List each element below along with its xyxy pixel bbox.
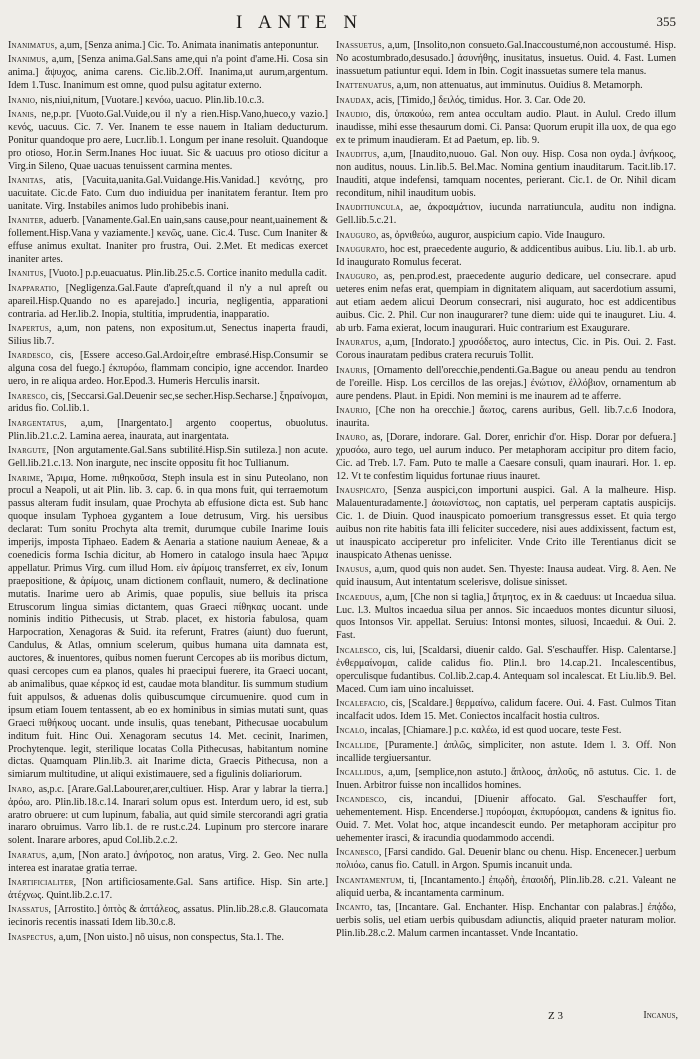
entry-definition: cis, [Scaldare.] θερμαίνω, calidum facere. Oui. 4. Fast. Culmos Titan incalfacit udos. Idem 15. Met. Coniectos incalfacit hostia cultros.: [336, 697, 676, 722]
entry-definition: cis, lui, [Scaldarsi, diuenir caldo. Gal. S'eschauffer. Hisp. Calentarse.] ἐνθερμαίνομαι, calide calidus fio. Plin.l. bro 14.cap.21. Incalescentibus, operculisque fudantibus. Col.lib.2.cap.4. Antequam sol incalescat. Et Liu.lib.9. Bel. Maced. Cum iam uino incaluisset.: [336, 644, 676, 695]
entry-headword: Incanesco,: [336, 847, 382, 859]
entry-headword: Inausus,: [336, 564, 372, 576]
entry-headword: Inardesco,: [8, 350, 54, 362]
dictionary-entry: [336, 902, 676, 941]
dictionary-entry: [336, 202, 676, 228]
entry-headword: Inauspicato,: [336, 485, 388, 497]
dictionary-entry: [8, 904, 328, 930]
entry-headword: Incallidus,: [336, 766, 384, 778]
entry-definition: hoc est, praecedente augurio, & addicentibus auibus. Liu. lib.1. ab urb. Id inaugurato Romulus fecerat.: [336, 244, 676, 268]
running-header: [0, 8, 700, 36]
entry-headword: Inapparatio,: [8, 282, 60, 294]
entry-headword: Inaugurato,: [336, 244, 388, 256]
entry-definition: [Vuoto.] p.p.euacuatus. Plin.lib.25.c.5. Cortice inanito medulla cadit.: [48, 268, 327, 280]
entry-definition: [Non argutamente.Gal.Sans subtilité.Hisp.Sin sutileza.] non acute. Gell.lib.21.c.13. Non inargute, nec inscite oppositu fit hoc Tullianum.: [8, 445, 328, 470]
entry-definition: a,um, [Inargentato.] argento coopertus, obuolutus. Plin.lib.21.c.2. Lamina aerea, inaurata, aut inargentata.: [8, 417, 329, 442]
entry-headword: Inaurio,: [336, 404, 371, 416]
dictionary-entry: [8, 473, 328, 783]
entry-definition: as, [Dorare, indorare. Gal. Dorer, enrichir d'or. Hisp. Dorar por defuera.] χρυσόω, auro tego, uel aurum induco. Per metaphoram accipitur pro ditem facio, Cic. ad Treb. l.7. Fam. Puto te malle a Caesare consuli, quam inaurari. Hor. 1. ep. 12. Vt te confestim liquidus fortunae riuus inauret.: [336, 432, 676, 482]
entry-headword: Incanto,: [336, 902, 373, 913]
dictionary-entry: [336, 847, 676, 873]
entry-definition: a,um, non attenuatus, aut imminutus. Ouidius 8. Metamorph.: [396, 80, 643, 92]
entry-definition: cis, [Essere acceso.Gal.Ardoir,eſtre embrasé.Hisp.Consumir se alguna cosa del fuego.] ἐκπυρόω, flammam concipio, igne accendor. Inardeo uero, in re aliqua ardeo. Hor.Epod.3. Humeris Herculis inarsit.: [8, 350, 328, 388]
dictionary-entry: [336, 564, 676, 590]
running-title: I ANTE N: [236, 12, 364, 33]
right-column: [336, 40, 676, 942]
entry-definition: a,um, [Senza anima.] Cic. To. Animata inanimatis anteponuntur.: [59, 40, 319, 51]
entry-headword: Inauditus,: [336, 149, 380, 161]
entry-definition: a,um, non patens, non expositum.ut, Senectus inaperta fraudi, Silius lib.7.: [8, 323, 328, 347]
entry-headword: Incalefacio,: [336, 697, 389, 709]
entry-definition: nis,niui,nitum, [Vuotare.] κενόω, uacuo. Plin.lib.10.c.3.: [40, 94, 265, 106]
entry-headword: Inaudax,: [336, 94, 374, 106]
dictionary-entry: [336, 95, 676, 108]
dictionary-entry: [336, 698, 676, 724]
entry-headword: Inauris,: [336, 364, 370, 376]
dictionary-entry: [8, 40, 328, 53]
entry-headword: Inaudio,: [336, 109, 372, 121]
entry-definition: as, pen.prod.est, praecedente augurio dedicare, uel consecrare. apud ueteres enim nefas erat, quempiam in dignitatem aliquam, aut sacerdotium assumi, aut etiam aedem alicui Deorum consecrari, nisi augurato, hoc est addicentibus auibus. Cic. 2. Phil. Cur non inaugurarer? tune diem: uide qui te inauguret. Liu. 4. ab urb. Fama exierat, locum inaugurari. Huic contrarium est Exaugurare.: [336, 271, 676, 335]
entry-headword: Inanio,: [8, 94, 38, 106]
entry-definition: a,um, [Non uisto.] nō uisus, non conspectus, Sta.1. The.: [58, 931, 284, 943]
dictionary-entry: [336, 109, 676, 148]
entry-definition: a,um, [Non arato.] ἀνήροτος, non aratus, Virg. 2. Geo. Nec nulla interea est inaratae gratia terrae.: [8, 849, 328, 874]
dictionary-entry: [336, 365, 676, 404]
dictionary-entry: [336, 337, 676, 363]
entry-headword: Inaro,: [8, 783, 35, 795]
dictionary-entry: [8, 877, 328, 903]
entry-headword: Inanis,: [8, 109, 37, 121]
dictionary-entry: [336, 794, 676, 846]
entry-headword: Incallide,: [336, 739, 379, 751]
entry-definition: aduerb. [Vanamente.Gal.En uain,sans cause,pour neant,uainement & follement.Hisp.Vana y vaziamente.] κενῶς, uane. Cic.4. Tusc. Cum Inaniter & effuse animus exultat. Inaniter pro frustra, Oui. 2.Met. Et medicas exercet inaniter artes.: [8, 215, 328, 265]
entry-definition: a,um, [semplice,non astuto.] ἄπλοος, ἁπλοῦς, nō astutus. Cic. 1. de Inuen. Arbitror fuisse non incallidos homines.: [336, 766, 677, 791]
entry-definition: Ἄριμα, Home. πιθηκοῦσα, Steph insula est in sinu Puteolano, non procul a Neapoli, ut ait Plin. lib. 3. cap. 6. in qua mons fuit, qui terraemotum passus alteram fudit insulam, quae Prochyta ab effusione dicta est. Sub hanc quoque insulam Typhoea gygantem a Ioue detrusum, Virg. his uersibus declarat: Tum sonitu Prochyta alta tremit, durumque cubile Inarime Iouis imperijs, imposta Tiphaeo. Eadem & Aenaria a statione nauium Aeneae, & a coenedicis forma Ischia dicitur, ab Homero in catalogo insula haec Ἄριμα appellatur. Primus Virg. cum illud Hom. εἰν ἀρίμοις transferret, ex εἰν, Ionum praepositione, & ἀρίμοις, unam dictionem conflauit, numero, & declinatione mutatis. Inarime uero ab Arimis, quae populis, siue belluis ita prisca Etruscorum lingua simias dictantem, quas Graeci πίθηκας uocant. unde nominis inditio Pithecusis, ut Strab. placet, ex historia fabulosa, quam Harpocration, Xenagoras & Suid. ita referunt, Fratres (aiunt) duo fuerunt, Candulus, & Atlas, omnium scelerum, quibus humana uita damnata est, auctores, & inuentores, quibus nomen fuerunt Cercopes ab iis moribus dictum, quasi cercopes cum ea planos, quales hi praecipui fuerere, ita Graeci uocant, ab animalibus, quae κέρκος id est, caudae mota blanditur. Iis summum studium fuit appulsos, & aduenas dolis quibuscumque circumuenire. quod cum in ipsum etiam Iouem tentassent, ab eo ex hominibus in simias mutati sunt, quas Graeci πιθήκους uocant. unde insulis, quas tenebant, Pithecusae uocabulum inditum fuit. Hinc Oui. Xenagoram secutus 14. Met. cecinit, Inarimen, Prochytenque. legit, sterilique locatas Colla Pithecusas, habitantum nomine dictas. Quamquam Plin.lib.3. ait Inarime dicta, Graecis Pithecusa, non a simiarum multitudine, ut aliqui existimauere, sed a figulinis doliariorum.: [8, 472, 328, 781]
dictionary-entry: [336, 432, 676, 484]
dictionary-entry: [8, 54, 328, 93]
entry-headword: Inattenuatus,: [336, 80, 395, 92]
dictionary-entry: [336, 645, 676, 697]
entry-definition: a,um, [Insolito,non consueto.Gal.Inaccoustumé,non accoustumé. Hisp. No acostumbrado,desusado.] ἀσυνήθης, inusitatus, insuetus. Ouid. 4. Fast. Lumen inassuetum patiuntur equi. Idem in Ibin. Cogit inassuetas sumere tela manus.: [336, 40, 676, 77]
entry-headword: Inassuetus,: [336, 40, 385, 51]
dictionary-entry: [8, 350, 328, 389]
entry-definition: a,um, [Indorato.] χρυσόδετος, auro intectus, Cic. in Pis. Oui. 2. Fast. Corous inauratam pedibus cratera recuruis Tollit.: [336, 337, 676, 362]
dictionary-entry: [336, 725, 676, 738]
dictionary-entry: [336, 740, 676, 766]
dictionary-entry: [8, 109, 328, 174]
dictionary-entry: [8, 850, 328, 876]
entry-headword: Inauro,: [336, 432, 369, 444]
dictionary-entry: [336, 80, 676, 93]
entry-definition: acis, [Timido,] δειλός, timidus. Hor. 3. Car. Ode 20.: [376, 94, 586, 106]
entry-headword: Inanitas,: [8, 175, 46, 187]
dictionary-entry: [336, 149, 676, 201]
dictionary-entry: [8, 391, 328, 417]
dictionary-entry: [8, 283, 328, 322]
entry-headword: Inaniter,: [8, 215, 47, 227]
dictionary-entry: [8, 445, 328, 471]
entry-headword: Incaeduus,: [336, 591, 382, 603]
entry-headword: Inauratus,: [336, 337, 382, 349]
entry-headword: Inargute,: [8, 445, 50, 457]
entry-headword: Inartificialiter,: [8, 877, 77, 889]
dictionary-entry: [336, 485, 676, 562]
entry-headword: Inapertus,: [8, 323, 52, 335]
catchword: Incanus,: [643, 1010, 678, 1021]
entry-headword: Inaspectus,: [8, 931, 57, 943]
dictionary-entry: [336, 875, 676, 901]
dictionary-entry: [8, 418, 328, 444]
left-column: [8, 40, 328, 946]
entry-definition: atis, [Vacuita,uanita.Gal.Vuidange.His.Vanidad.] κενότης, pro uacuitate. Cic.de Fato. Cum duo indiuidua per inanitatem ferantur. Item pro uanitate. Virg. Instabiles animos ludo prohibebis inani.: [8, 175, 328, 212]
entry-headword: Inassatus,: [8, 904, 52, 916]
entry-headword: Incalesco,: [336, 644, 381, 656]
dictionary-entry: [336, 230, 676, 243]
entry-definition: a,um, quod quis non audet. Sen. Thyeste: Inausa audeat. Virg. 8. Aen. Ne quid inausum, Aut intentatum scelerisve, dolisue sinisset.: [336, 564, 676, 589]
entry-definition: [Puramente.] ἀπλῶς, simpliciter, non astute. Idem l. 3. Off. Non incallide tergiuersantur.: [336, 739, 677, 764]
entry-headword: Inauguro,: [336, 271, 379, 283]
page-footer: [0, 1010, 700, 1030]
entry-definition: [Arrostito.] ὀπτὸς & ἀπτάλεος, assatus. Plin.lib.28.c.8. Glaucomata iecinoris recentis inassati Idem lib.30.c.8.: [8, 904, 328, 929]
dictionary-entry: [336, 767, 676, 793]
entry-headword: Inarime,: [8, 472, 44, 484]
entry-definition: a,um, [Che non si taglia,] ἄτμητος, ex in & caeduus: ut Incaedua silua. Luc. l.3. Multos incaedua silua per annos. Sic incaeduos montes dicuntur siluosi, quos Intonsos Vir. appellat. Seruius: Intonsi montes, siluosi, Incaedui. & Oui. 2. Fast.: [336, 591, 676, 642]
dictionary-entry: [8, 95, 328, 108]
entry-definition: [Ornamento dell'orecchie,pendenti.Ga.Bague ou aneau pendu au tendron de l'oreille. Hisp. Los cercillos de las orejas.] ἐνώτιον, ἐλλόβιον, ornamentum ab aure pendens. Plaut. in Epidi. Non memini is me inaurem ad te afferre.: [336, 364, 676, 402]
entry-headword: Inanimus,: [8, 54, 49, 66]
dictionary-entry: [8, 175, 328, 214]
entry-definition: as,p.c. [Arare.Gal.Labourer,arer,cultiuer. Hisp. Arar y labrar la tierra.] ἀρόω, aro. Plin.lib.18.c.14. Inarari solum opus est. Interdum uero, id est, sub aratro obruere: ut cum lupinum, fabalia, aut quid simile stercorandi agri gratia inararo obruimus. Varro lib.1. de re rust.c.24. Lupinum pro stercore inarare solent. Inarare arbores, apud Col.lib.2.c.2.: [8, 783, 328, 847]
entry-definition: [Negligenza.Gal.Faute d'apreſt,quand il n'y a nul apreſt ou apareil.Hisp.Quando no es aparejado.] incuria, negligentia, apparationi contraria. ad Her.lib.2. Inopia, stultitia, imprudentia, inapparatio.: [8, 282, 328, 320]
entry-headword: Inanitus,: [8, 268, 47, 280]
entry-definition: ae, ἀκροαμάτιον, iucunda narratiuncula, auditu non indigna. Gell.lib.5.c.21.: [336, 202, 676, 227]
dictionary-entry: [8, 215, 328, 267]
dictionary-entry: [336, 405, 676, 431]
entry-definition: [Non artificiosamente.Gal. Sans artifice. Hisp. Sin arte.] ἀτέχνως. Quint.lib.2.c.17.: [8, 877, 328, 901]
entry-definition: a,um, [Senza anima.Gal.Sans ame,qui n'a point d'ame.Hi. Cosa sin anima.] ἄψυχος, anima carens. Cic.lib.2.Off. Inanima,ut aurum,argentum. Idem 1.Tusc. Inanimum est omne, quod pulsu agitatur externo.: [8, 54, 328, 92]
entry-definition: as, ὀρνιθεύω, auguror, auspicium capio. Vide Inauguro.: [381, 229, 606, 241]
dictionary-entry: [8, 268, 328, 281]
dictionary-entry: [336, 244, 676, 270]
entry-definition: ne,p.pr. [Vuoto.Gal.Vuide,ou il n'y a rien.Hisp.Vano,hueco,y vazio.] κενός, uacuus. Cic. 7. Ver. Inanem te esse nauem in Italiam deducturum. Ponitur quandoque pro aere, Lucr.lib.1. Longum per inane resoluit. Quandoque pro otioso, Hor.in Serm.Inanes Hoc iuuat. Sic & uacuus pro otioso dicitur a Virg.in Sileno, Quae uacuas tenuissent carmina mentes.: [8, 109, 328, 172]
entry-definition: ti, [Incantamento.] ἐπῳδὴ, ἐπαοιδή, Plin.lib.28. c.21. Valeant ne aliquid uerba, & incantamenta carminum.: [336, 874, 676, 899]
page-number: 355: [656, 14, 676, 29]
entry-headword: Inauguro,: [336, 229, 379, 241]
entry-definition: [Senza auspici,con importuni auspici. Gal. A la malheure. Hisp. Malauenturadamente.] ἀοιωνίστως, non captatis, uel perperam captatis auspicijs. Cic. 1. de Diuin. Quod inauspicato pomoerium transgressus esset. Et quia tergo auibus non rite habitis fata illi feliciter succedere, nisi aues addixissent, factum est, ut inauspicato acciperetur pro infeliciter. Vnde Crito ille Terentianus dicit se inauspicato Athenas uenisse.: [336, 485, 676, 561]
dictionary-entry: [8, 784, 328, 849]
entry-definition: cis, [Seccarsi.Gal.Deuenir sec,se secher.Hisp.Secharse.] ξηραίνομαι, aridus fio. Col.lib.1.: [8, 390, 328, 415]
entry-definition: dis, ὑπακούω, rem antea occultam audio. Plaut. in Aulul. Credo illum inaudisse, mihi esse thesaurum domi. Ci. Pansa: Quorum erupit illa uox, de qua ego ex te primum inaudieram. Et ad Paetum, ep. lib. 9.: [336, 109, 676, 146]
entry-headword: Inauditiuncula,: [336, 202, 404, 214]
entry-definition: incalas, [Chiamare.] p.c. καλέω, id est quod uocare, teste Fest.: [369, 725, 622, 737]
entry-headword: Inargentatus,: [8, 417, 67, 429]
signature-mark: Z 3: [548, 1010, 563, 1022]
entry-headword: Incantamentum,: [336, 874, 405, 886]
entry-definition: tas, [Incantare. Gal. Enchanter. Hisp. Enchantar con palabras.] ἐπᾴδω, uerbis solis, uel etiam uerbis quibusdam adiunctis, aliquid praeter naturam molior. Plin.lib.28.c.2. Malum carmen incantasset. Vnde Incantatio.: [336, 902, 676, 939]
entry-headword: Incalo,: [336, 725, 368, 737]
entry-definition: [Che non ha orecchie.] ἄωτος, carens auribus, Gell. lib.7.c.6 Inodora, inaurita.: [336, 404, 676, 429]
entry-definition: a,um, [Inaudito,nuouo. Gal. Non ouy. Hisp. Cosa non oyda.] ἀνήκοος, non auditus, nouus. Lin.lib.5. Bel.Mac. Nomina gentium inauditarum. Tacit.lib.17. Inauditi, atque indefensi, tamquam nocentes, perierant. Cic.1. de Or. Nihil dicam reconditum, nihil inauditum uobis.: [336, 149, 676, 199]
entry-headword: Inaresco,: [8, 390, 49, 402]
entry-headword: Inaratus,: [8, 849, 48, 861]
entry-headword: Inanimatus,: [8, 40, 58, 51]
dictionary-entry: [8, 932, 328, 945]
dictionary-entry: [336, 271, 676, 336]
entry-headword: Incandesco,: [336, 794, 387, 806]
dictionary-entry: [8, 323, 328, 349]
entry-definition: cis, incandui, [Diuenir affocato. Gal. S'eschauffer fort, uehementement. Hisp. Encenderse.] πυρόομαι, ἐκπυρόομαι, candens & ignitus fio. Ouid. 7. Met. Volat hoc, atque incandescit eundo. Per metaphoram accipitur pro uehementer irasci, & iracundia quodammodo accendi.: [336, 794, 676, 844]
entry-definition: [Farsi candido. Gal. Deuenir blanc ou chenu. Hisp. Encenecer.] uerbum πολιόω, canus fio. Catull. in Argon. Spumis incanuit unda.: [336, 847, 676, 872]
dictionary-entry: [336, 40, 676, 79]
dictionary-entry: [336, 592, 676, 644]
